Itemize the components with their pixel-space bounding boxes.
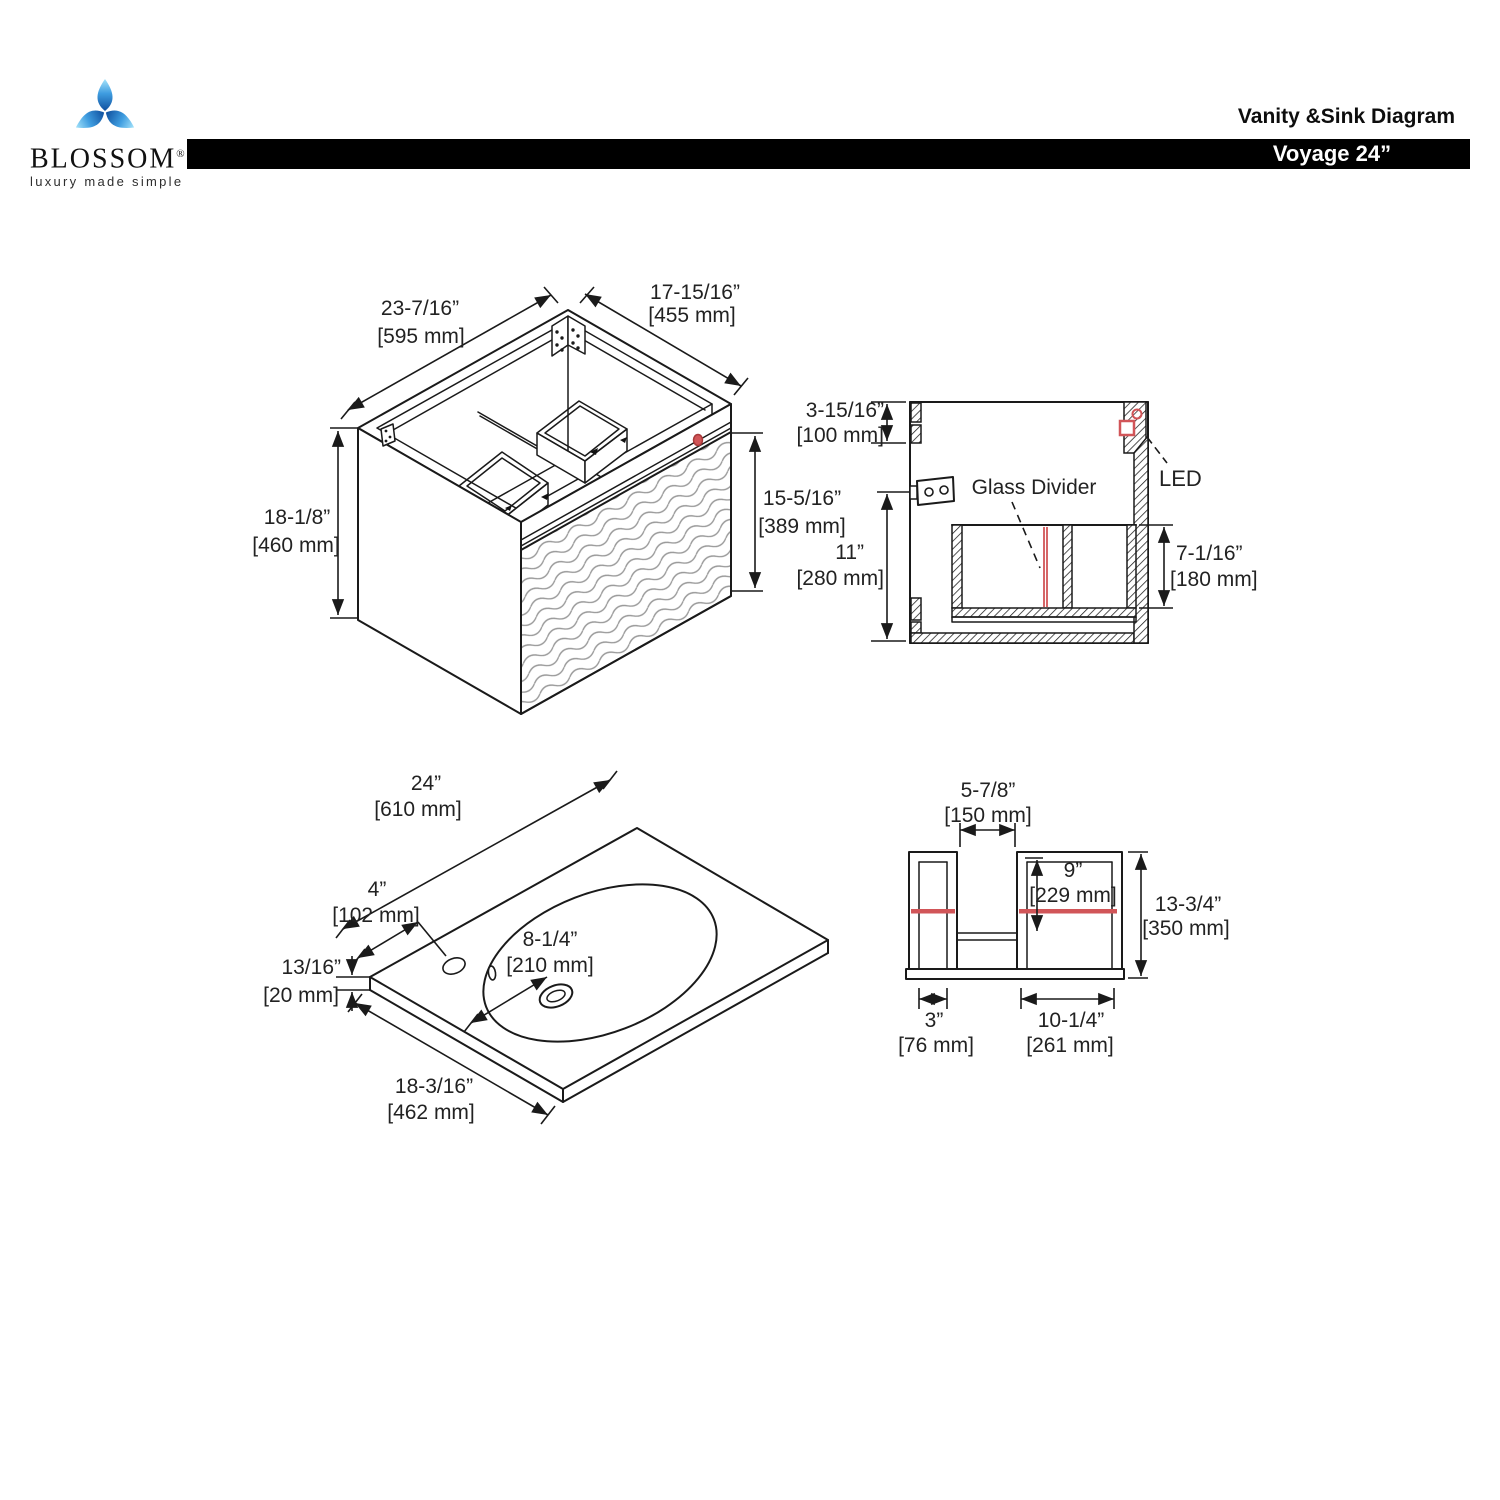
dim-drawer-front-in: 15-5/16” <box>762 487 842 510</box>
cabinet-isometric-drawing <box>252 281 846 714</box>
model-label: Voyage 24” <box>1272 141 1392 166</box>
glass-divider-right-line <box>1019 909 1117 914</box>
dim-section-top-in: 3-15/16” <box>805 399 884 422</box>
brand-name: BLOSSOM® <box>30 143 187 175</box>
dim-cabinet-depth-mm: [455 mm] <box>648 304 736 327</box>
dim-cabinet-depth-in: 17-15/16” <box>650 281 740 304</box>
dim-inner-height-mm: [229 mm] <box>1029 884 1117 907</box>
dim-drain-offset-mm: [210 mm] <box>506 954 594 977</box>
led-label: LED <box>1159 466 1202 491</box>
dim-section-mount-in: 11” <box>835 541 864 564</box>
drawer-section <box>952 525 1136 622</box>
dim-drawer-front-mm: [389 mm] <box>758 515 846 538</box>
dim-sink-depth-mm: [462 mm] <box>387 1101 475 1124</box>
dim-cabinet-width-mm: [595 mm] <box>377 325 465 348</box>
dim-gap-in: 5-7/8” <box>960 779 1016 802</box>
base-plate <box>906 969 1124 979</box>
cabinet-bottom-hatch <box>911 633 1134 643</box>
glass-divider-left-line <box>911 909 955 914</box>
dim-thickness-mm: [20 mm] <box>263 984 339 1007</box>
dim-left-width-in: 3” <box>924 1009 944 1032</box>
dim-thickness-in: 13/16” <box>281 956 341 979</box>
dim-cabinet-height-mm: [460 mm] <box>252 534 340 557</box>
dim-cabinet-width-in: 23-7/16” <box>380 297 460 320</box>
handle-red-dot <box>694 435 703 446</box>
dim-total-height-in: 13-3/4” <box>1154 893 1222 916</box>
sink-isometric-drawing <box>263 771 828 1124</box>
dim-total-height-mm: [350 mm] <box>1142 917 1230 940</box>
dim-section-drawer-in: 7-1/16” <box>1176 542 1243 565</box>
led-strip-marker <box>1120 421 1134 435</box>
dim-drain-offset-in: 8-1/4” <box>522 928 578 951</box>
section-view-drawing <box>796 399 1257 643</box>
dim-gap-mm: [150 mm] <box>944 804 1032 827</box>
dim-cabinet-height-in: 18-1/8” <box>263 506 331 529</box>
dim-right-width-in: 10-1/4” <box>1037 1009 1105 1032</box>
dim-sink-depth-in: 18-3/16” <box>394 1075 474 1098</box>
dim-faucet-offset-mm: [102 mm] <box>332 904 420 927</box>
registered-mark: ® <box>176 148 187 160</box>
glass-divider-label: Glass Divider <box>971 476 1097 499</box>
dim-faucet-offset-in: 4” <box>367 878 387 901</box>
dim-sink-width-mm: [610 mm] <box>374 798 462 821</box>
dim-inner-height-in: 9” <box>1063 859 1083 882</box>
dim-section-drawer-mm: [180 mm] <box>1170 568 1258 591</box>
dim-sink-width-in: 24” <box>410 772 442 795</box>
wall-bracket <box>910 477 954 505</box>
glass-divider-leader <box>1012 502 1040 568</box>
wall-cleat-hatch <box>911 403 921 422</box>
dim-section-mount-mm: [280 mm] <box>796 567 884 590</box>
dim-left-width-mm: [76 mm] <box>898 1034 974 1057</box>
dim-section-top-mm: [100 mm] <box>796 424 884 447</box>
drawer-front-view-drawing <box>898 779 1230 1057</box>
section-dimensions <box>796 399 1257 641</box>
center-shelf <box>957 933 1017 940</box>
dim-right-width-mm: [261 mm] <box>1026 1034 1114 1057</box>
led-leader-line <box>1147 437 1167 463</box>
brand-tagline: luxury made simple <box>30 174 184 190</box>
sink-top-surface <box>367 828 828 1089</box>
document-title: Vanity &Sink Diagram <box>1237 105 1455 128</box>
